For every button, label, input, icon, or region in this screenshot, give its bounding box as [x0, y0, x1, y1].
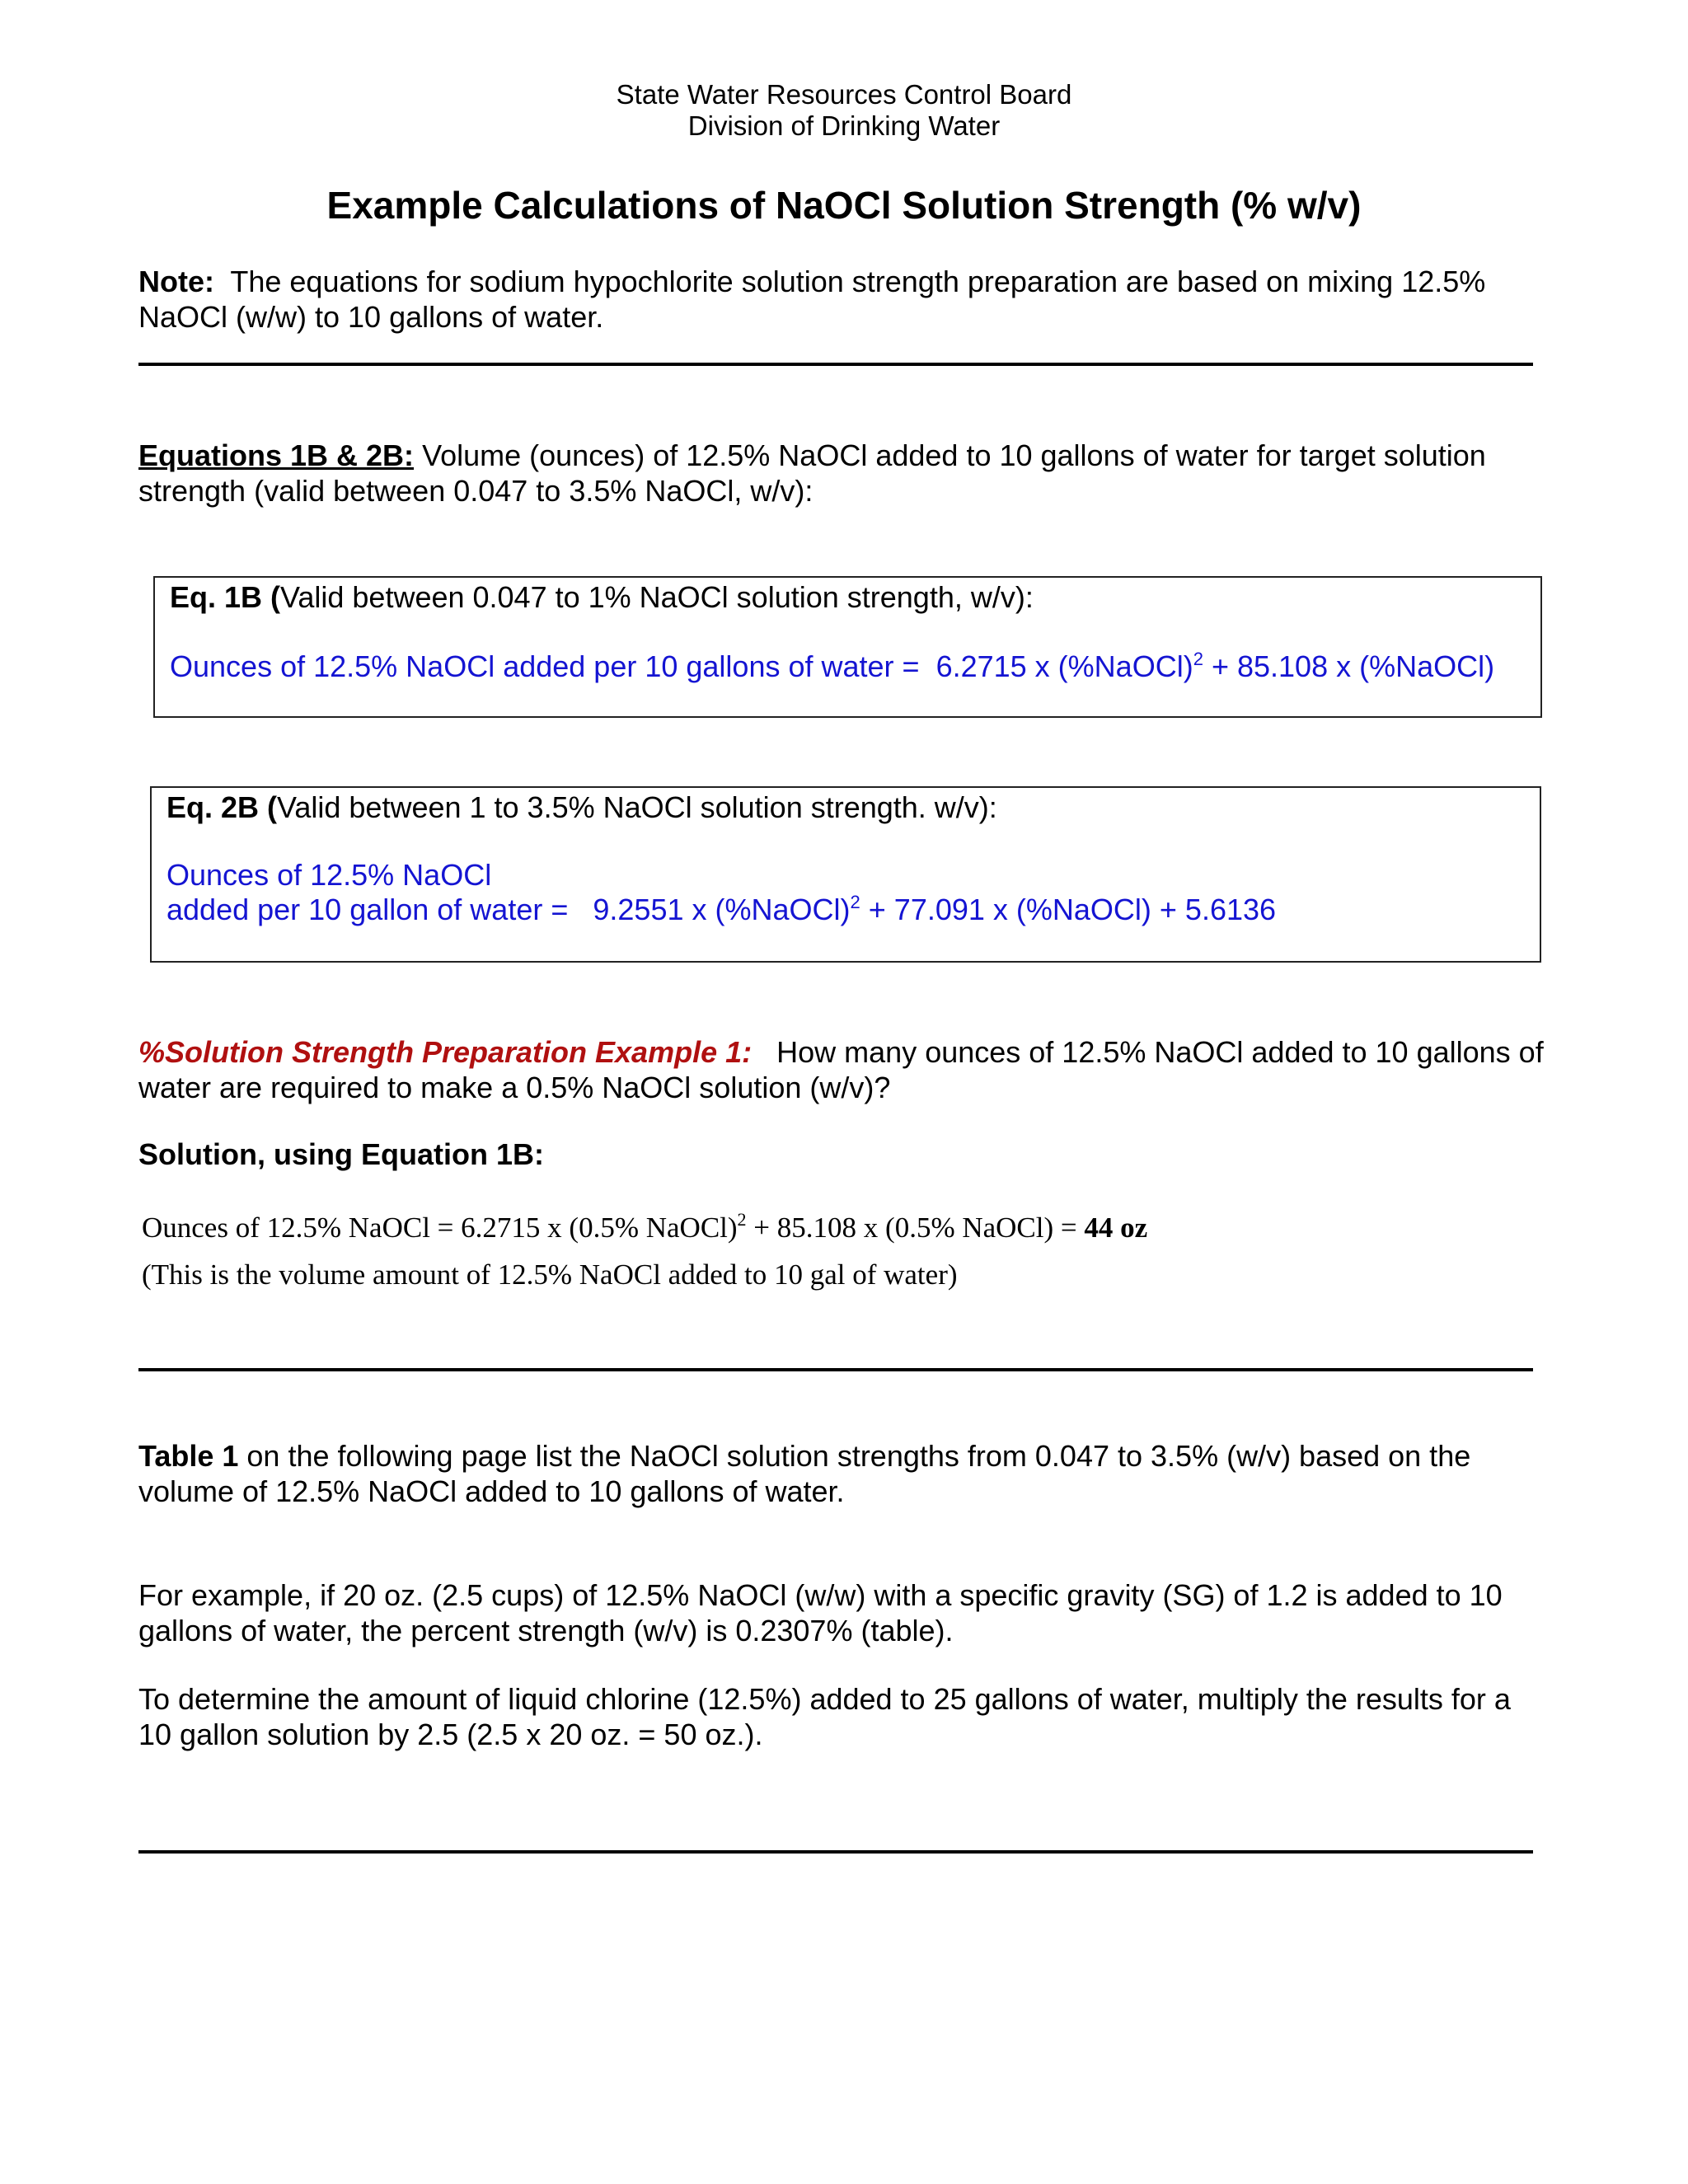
equation-2b-term2: + 77.091 x (%NaOCl) + 5.6136: [868, 893, 1277, 926]
example-1-label: %Solution Strength Preparation Example 1:: [138, 1035, 753, 1069]
note-label: Note:: [138, 265, 214, 298]
table-reference-label: Table 1: [138, 1439, 239, 1473]
equation-1b-condition: Valid between 0.047 to 1% NaOCl solution strength, w/v):: [280, 580, 1034, 614]
multiply-paragraph: To determine the amount of liquid chlorine (12.5%) added to 25 gallons of water, multiply the results for a 10 gallon solution by 2.5 (2.5 x 20 oz. = 50 oz.).: [138, 1682, 1511, 1751]
page-title: Example Calculations of NaOCl Solution Strength (% w/v): [326, 184, 1362, 227]
solution-formula-exponent: 2: [737, 1209, 747, 1230]
table-reference-text: on the following page list the NaOCl solution strengths from 0.047 to 3.5% (w/v) based on the volume of 12.5% NaOCl added to 10 gallons of water.: [138, 1439, 1471, 1508]
equation-2b-lhs-line2: added per 10 gallon of water =: [166, 893, 569, 926]
equation-2b-box: [150, 786, 1541, 963]
equation-2b-formula: [166, 892, 1276, 927]
equation-2b-condition: Valid between 1 to 3.5% NaOCl solution strength. w/v):: [277, 790, 997, 824]
equation-1b-term1: 6.2715 x (%NaOCl): [935, 649, 1193, 683]
equation-2b-label: Eq. 2B (: [166, 790, 278, 824]
equation-1b-term2: + 85.108 x (%NaOCl): [1211, 649, 1495, 683]
example-1-question: How many ounces of 12.5% NaOCl added to 10 gallons of water are required to make a 0.5% NaOCl solution (w/v)?: [138, 1035, 1544, 1104]
equation-2b-lhs-line1: Ounces of 12.5% NaOCl: [166, 858, 492, 892]
agency-name: State Water Resources Control Board: [616, 79, 1072, 110]
solution-result: 44 oz: [1084, 1212, 1148, 1244]
example-1-paragraph: [138, 1034, 1556, 1105]
divider-2: [138, 1368, 1533, 1371]
equations-intro: [138, 438, 1540, 509]
equation-1b-formula: [170, 649, 1494, 684]
equation-1b-label: Eq. 1B (: [170, 580, 281, 614]
note-paragraph: [138, 264, 1540, 335]
equations-intro-text: Volume (ounces) of 12.5% NaOCl added to 10 gallons of water for target solution strength (valid between 0.047 to 3.5% NaOCl, w/v):: [138, 438, 1486, 508]
solution-formula-part1: Ounces of 12.5% NaOCl = 6.2715 x (0.5% NaOCl): [142, 1212, 738, 1244]
solution-formula-part2: + 85.108 x (0.5% NaOCl) =: [753, 1212, 1077, 1244]
equation-2b-exponent: 2: [850, 892, 860, 912]
divider-3: [138, 1850, 1533, 1854]
solution-heading: Solution, using Equation 1B:: [138, 1137, 544, 1171]
equation-1b-heading: [170, 579, 1034, 615]
division-name: Division of Drinking Water: [687, 110, 1001, 141]
note-text: The equations for sodium hypochlorite solution strength preparation are based on mixing 12.5% NaOCl (w/w) to 10 gallons of water.: [138, 265, 1486, 334]
equation-2b-heading: [166, 790, 997, 825]
solution-note: (This is the volume amount of 12.5% NaOCl added to 10 gal of water): [142, 1258, 958, 1291]
equation-1b-lhs: Ounces of 12.5% NaOCl added per 10 gallons of water =: [170, 649, 920, 683]
divider-1: [138, 363, 1533, 366]
equations-label: Equations 1B & 2B:: [138, 438, 415, 472]
example-paragraph: For example, if 20 oz. (2.5 cups) of 12.5% NaOCl (w/w) with a specific gravity (SG) of 1.2 is added to 10 gallons of water, the percent strength (w/v) is 0.2307% (table).: [138, 1578, 1503, 1647]
equation-1b-exponent: 2: [1193, 649, 1203, 669]
equation-2b-term1: 9.2551 x (%NaOCl): [593, 893, 851, 926]
solution-formula: [142, 1209, 1148, 1244]
equation-1b-box: [153, 576, 1542, 718]
table-reference-paragraph: [138, 1438, 1540, 1509]
